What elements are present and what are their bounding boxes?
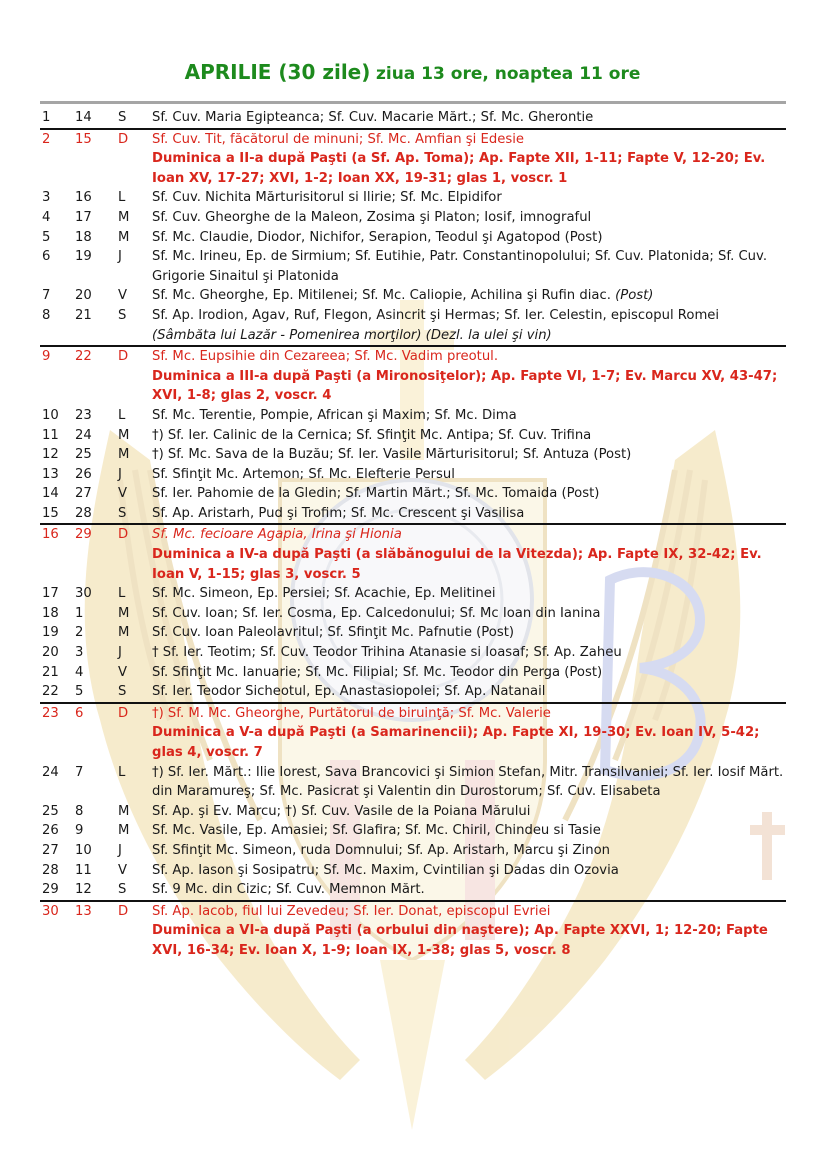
saints-list: †) Sf. Ier. Mărt.: Ilie Iorest, Sava Brancovici şi Simion Stefan, Mitr. Transilvaniei; Sf. Ier. Iosif Mărt. din Maramureş; Sf. Mc. Pasicrat şi Valentin din Durostorum; Sf. Cuv. Elisabeta	[152, 764, 784, 800]
calendar-row	[40, 484, 786, 504]
day-number: 3	[42, 190, 51, 206]
day-number: 14	[42, 486, 59, 502]
calendar-row	[40, 643, 786, 663]
day-number: 11	[42, 427, 59, 443]
weekday-letter: V	[118, 486, 128, 502]
saints-note: (Post)	[615, 288, 654, 304]
saints-text	[152, 188, 786, 208]
saints-text	[152, 841, 786, 861]
old-style-day: 3	[75, 645, 84, 661]
saints-list: Sf. Mc. Simeon, Ep. Persiei; Sf. Acachie, Ep. Melitinei	[152, 586, 496, 602]
saints-text	[152, 130, 786, 189]
day-number: 7	[42, 288, 51, 304]
old-style-day: 16	[75, 190, 92, 206]
old-style-day: 15	[75, 131, 92, 147]
calendar-row	[40, 763, 786, 802]
header-divider	[40, 101, 786, 104]
weekday-letter: D	[118, 131, 129, 147]
calendar-row	[40, 682, 786, 702]
day-number: 12	[42, 447, 59, 463]
weekday-letter: M	[118, 427, 130, 443]
old-style-day: 21	[75, 307, 92, 323]
old-style-day: 30	[75, 586, 92, 602]
old-style-day: 2	[75, 625, 84, 641]
saints-text	[152, 902, 786, 961]
calendar-row	[40, 306, 786, 345]
saints-list: Sf. Ier. Pahomie de la Gledin; Sf. Martin Mărt.; Sf. Mc. Tomaida (Post)	[152, 486, 600, 502]
old-style-day: 22	[75, 349, 92, 365]
saints-text	[152, 861, 786, 881]
sunday-readings: Duminica a II-a după Paşti (a Sf. Ap. Toma); Ap. Fapte XII, 1-11; Fapte V, 12-20; Ev. Ioan XV, 17-27; XVI, 1-2; Ioan XX, 19-31; glas 1, voscr. 1	[152, 151, 766, 186]
calendar-rows	[40, 108, 786, 961]
saints-text	[152, 484, 786, 504]
old-style-day: 7	[75, 764, 84, 780]
saints-list: Sf. Mc. Gheorghe, Ep. Mitilenei; Sf. Mc. Caliopie, Achilina şi Rufin diac.	[152, 288, 616, 304]
old-style-day: 25	[75, 447, 92, 463]
old-style-day: 10	[75, 842, 92, 858]
saints-list: Sf. Ap. Iacob, fiul lui Zevedeu; Sf. Ier. Donat, episcopul Evriei	[152, 903, 551, 919]
old-style-day: 24	[75, 427, 92, 443]
calendar-row	[40, 426, 786, 446]
saints-list: Sf. Cuv. Nichita Mărturisitorul si Ilirie; Sf. Mc. Elpidifor	[152, 190, 502, 206]
calendar-row	[40, 523, 786, 584]
old-style-day: 27	[75, 486, 92, 502]
day-number: 26	[42, 823, 59, 839]
saints-list: †) Sf. M. Mc. Gheorghe, Purtătorul de biruinţă; Sf. Mc. Valerie	[152, 705, 551, 721]
saints-list: Sf. Ap. şi Ev. Marcu; †) Sf. Cuv. Vasile de la Poiana Mărului	[152, 803, 531, 819]
saints-list: Sf. Cuv. Maria Egipteanca; Sf. Cuv. Macarie Mărt.; Sf. Mc. Gherontie	[152, 110, 594, 125]
day-number: 1	[42, 110, 51, 125]
saints-text	[152, 347, 786, 406]
calendar-row	[40, 841, 786, 861]
saints-list: Sf. Ap. Iason şi Sosipatru; Sf. Mc. Maxim, Cvintilian şi Dadas din Ozovia	[152, 862, 619, 878]
saints-list: Sf. Sfinţit Mc. Simeon, ruda Domnului; Sf. Ap. Aristarh, Marcu şi Zinon	[152, 842, 610, 858]
calendar-row	[40, 880, 786, 900]
weekday-letter: V	[118, 288, 128, 304]
day-number: 28	[42, 862, 59, 878]
day-number: 25	[42, 803, 59, 819]
weekday-letter: D	[118, 349, 129, 365]
calendar-row	[40, 188, 786, 208]
saints-text	[152, 880, 786, 900]
calendar-row	[40, 406, 786, 426]
old-style-day: 11	[75, 862, 92, 878]
saints-text	[152, 208, 786, 228]
saints-list: Sf. Mc. Claudie, Diodor, Nichifor, Serapion, Teodul şi Agatopod (Post)	[152, 229, 603, 245]
day-number: 22	[42, 684, 59, 700]
day-number: 5	[42, 229, 51, 245]
calendar-row	[40, 702, 786, 763]
weekday-letter: M	[118, 229, 130, 245]
calendar-row	[40, 861, 786, 881]
day-number: 27	[42, 842, 59, 858]
day-number: 16	[42, 527, 59, 543]
saints-list: † Sf. Ier. Teotim; Sf. Cuv. Teodor Trihina Atanasie si Ioasaf; Sf. Ap. Zaheu	[152, 645, 622, 661]
sunday-readings: Duminica a VI-a după Paşti (a orbului din naştere); Ap. Fapte XXVI, 1; 12-20; Fapte XVI, 16-34; Ev. Ioan X, 1-9; Ioan IX, 1-38; glas 5, voscr. 8	[152, 923, 768, 958]
saints-text	[152, 525, 786, 584]
saints-text	[152, 426, 786, 446]
saints-list: Sf. Sfinţit Mc. Artemon; Sf. Mc. Elefterie Persul	[152, 466, 455, 482]
weekday-letter: L	[118, 764, 126, 780]
old-style-day: 20	[75, 288, 92, 304]
saints-text	[152, 682, 786, 702]
saints-text	[152, 406, 786, 426]
old-style-day: 6	[75, 705, 84, 721]
weekday-letter: D	[118, 705, 129, 721]
saints-list: †) Sf. Ier. Calinic de la Cernica; Sf. Sfinţit Mc. Antipa; Sf. Cuv. Trifina	[152, 427, 592, 443]
calendar-row	[40, 465, 786, 485]
saints-list: Sf. Cuv. Tit, făcătorul de minuni; Sf. Mc. Amfian şi Edesie	[152, 131, 524, 147]
saints-note: (Sâmbăta lui Lazăr - Pomenirea morţilor) (Dezl. la ulei şi vin)	[152, 327, 552, 343]
saints-text	[152, 802, 786, 822]
old-style-day: 9	[75, 823, 84, 839]
saints-list: Sf. Mc. Eupsihie din Cezareea; Sf. Mc. Vadim preotul.	[152, 349, 499, 365]
calendar-row	[40, 504, 786, 524]
weekday-letter: D	[118, 903, 129, 919]
calendar-row	[40, 286, 786, 306]
old-style-day: 4	[75, 664, 84, 680]
calendar-row	[40, 128, 786, 189]
saints-text	[152, 584, 786, 604]
weekday-letter: J	[118, 466, 122, 482]
saints-text	[152, 108, 786, 128]
saints-text	[152, 504, 786, 524]
weekday-letter: S	[118, 882, 127, 898]
day-number: 20	[42, 645, 59, 661]
saints-note: Sf. Mc. fecioare Agapia, Irina şi Hionia	[152, 527, 402, 543]
saints-list: Sf. Cuv. Ioan; Sf. Ier. Cosma, Ep. Calcedonului; Sf. Mc Ioan din Ianina	[152, 605, 601, 621]
day-number: 2	[42, 131, 51, 147]
day-number: 8	[42, 307, 51, 323]
weekday-letter: M	[118, 447, 130, 463]
saints-list: Sf. Cuv. Gheorghe de la Maleon, Zosima şi Platon; Iosif, imnograful	[152, 209, 592, 225]
day-number: 30	[42, 903, 59, 919]
saints-text	[152, 763, 786, 802]
calendar-row	[40, 228, 786, 248]
old-style-day: 28	[75, 505, 92, 521]
old-style-day: 12	[75, 882, 92, 898]
weekday-letter: S	[118, 505, 127, 521]
calendar-row	[40, 802, 786, 822]
sunday-readings: Duminica a III-a după Paşti (a Mironosiţelor); Ap. Fapte VI, 1-7; Ev. Marcu XV, 43-47; XVI, 1-8; glas 2, voscr. 4	[152, 368, 778, 404]
month-header	[0, 60, 825, 84]
old-style-day: 13	[75, 903, 92, 919]
saints-text	[152, 306, 786, 345]
weekday-letter: S	[118, 110, 127, 125]
calendar-row	[40, 208, 786, 228]
saints-text	[152, 465, 786, 485]
old-style-day: 8	[75, 803, 84, 819]
calendar-row	[40, 108, 786, 128]
weekday-letter: L	[118, 586, 126, 602]
calendar-row	[40, 247, 786, 286]
old-style-day: 1	[75, 605, 84, 621]
old-style-day: 5	[75, 684, 84, 700]
sunday-readings: Duminica a IV-a după Paşti (a slăbănogului de la Vitezda); Ap. Fapte IX, 32-42; Ev. Ioan V, 1-15; glas 3, voscr. 5	[152, 547, 762, 582]
calendar-row	[40, 623, 786, 643]
old-style-day: 19	[75, 249, 92, 265]
day-number: 17	[42, 586, 59, 602]
saints-list: Sf. Ap. Aristarh, Pud şi Trofim; Sf. Mc. Crescent şi Vasilisa	[152, 505, 525, 521]
old-style-day: 29	[75, 527, 92, 543]
day-number: 21	[42, 664, 59, 680]
weekday-letter: S	[118, 684, 127, 700]
day-number: 6	[42, 249, 51, 265]
day-number: 10	[42, 407, 59, 423]
calendar-row	[40, 345, 786, 406]
calendar-row	[40, 445, 786, 465]
weekday-letter: V	[118, 862, 128, 878]
month-title: APRILIE (30 zile)	[184, 60, 371, 84]
calendar-row	[40, 584, 786, 604]
weekday-letter: J	[118, 249, 122, 265]
day-number: 29	[42, 882, 59, 898]
saints-list: Sf. Ap. Irodion, Agav, Ruf, Flegon, Asincrit şi Hermas; Sf. Ier. Celestin, episcopul Romei	[152, 307, 720, 323]
weekday-letter: V	[118, 664, 128, 680]
saints-text	[152, 228, 786, 248]
day-number: 4	[42, 209, 51, 225]
saints-text	[152, 821, 786, 841]
saints-text	[152, 247, 786, 286]
saints-list: Sf. Mc. Terentie, Pompie, African şi Maxim; Sf. Mc. Dima	[152, 407, 517, 423]
saints-text	[152, 643, 786, 663]
day-number: 23	[42, 705, 59, 721]
old-style-day: 18	[75, 229, 92, 245]
calendar-row	[40, 604, 786, 624]
day-number: 13	[42, 466, 59, 482]
calendar-row	[40, 663, 786, 683]
weekday-letter: J	[118, 842, 122, 858]
weekday-letter: L	[118, 407, 126, 423]
day-number: 18	[42, 605, 59, 621]
saints-list: Sf. Mc. Irineu, Ep. de Sirmium; Sf. Eutihie, Patr. Constantinopolului; Sf. Cuv. Platonida; Sf. Cuv. Grigorie Sinaitul şi Platonida	[152, 249, 768, 284]
sunday-readings: Duminica a V-a după Paşti (a Samarinencii); Ap. Fapte XI, 19-30; Ev. Ioan IV, 5-42; glas 4, voscr. 7	[152, 725, 760, 760]
saints-text	[152, 663, 786, 683]
day-number: 19	[42, 625, 59, 641]
weekday-letter: M	[118, 605, 130, 621]
saints-text	[152, 604, 786, 624]
weekday-letter: L	[118, 190, 126, 206]
saints-list: Sf. 9 Mc. din Cizic; Sf. Cuv. Memnon Mărt.	[152, 882, 425, 898]
day-number: 9	[42, 349, 51, 365]
old-style-day: 17	[75, 209, 92, 225]
weekday-letter: M	[118, 625, 130, 641]
saints-list: †) Sf. Mc. Sava de la Buzău; Sf. Ier. Vasile Mărturisitorul; Sf. Antuza (Post)	[152, 447, 632, 463]
saints-text	[152, 445, 786, 465]
weekday-letter: M	[118, 209, 130, 225]
weekday-letter: S	[118, 307, 127, 323]
saints-list: Sf. Sfinţit Mc. Ianuarie; Sf. Mc. Filipial; Sf. Mc. Teodor din Perga (Post)	[152, 664, 603, 680]
weekday-letter: M	[118, 803, 130, 819]
weekday-letter: J	[118, 645, 122, 661]
old-style-day: 23	[75, 407, 92, 423]
saints-text	[152, 286, 786, 306]
saints-list: Sf. Mc. Vasile, Ep. Amasiei; Sf. Glafira; Sf. Mc. Chiril, Chindeu si Tasie	[152, 823, 601, 839]
daylight-info: ziua 13 ore, noaptea 11 ore	[375, 64, 641, 84]
day-number: 24	[42, 764, 59, 780]
old-style-day: 14	[75, 110, 92, 125]
old-style-day: 26	[75, 466, 92, 482]
saints-text	[152, 623, 786, 643]
saints-list: Sf. Ier. Teodor Sicheotul, Ep. Anastasiopolei; Sf. Ap. Natanail	[152, 684, 546, 700]
weekday-letter: D	[118, 527, 129, 543]
weekday-letter: M	[118, 823, 130, 839]
saints-list: Sf. Cuv. Ioan Paleolavritul; Sf. Sfinţit Mc. Pafnutie (Post)	[152, 625, 515, 641]
day-number: 15	[42, 505, 59, 521]
calendar-row	[40, 900, 786, 961]
calendar-row	[40, 821, 786, 841]
saints-text	[152, 704, 786, 763]
